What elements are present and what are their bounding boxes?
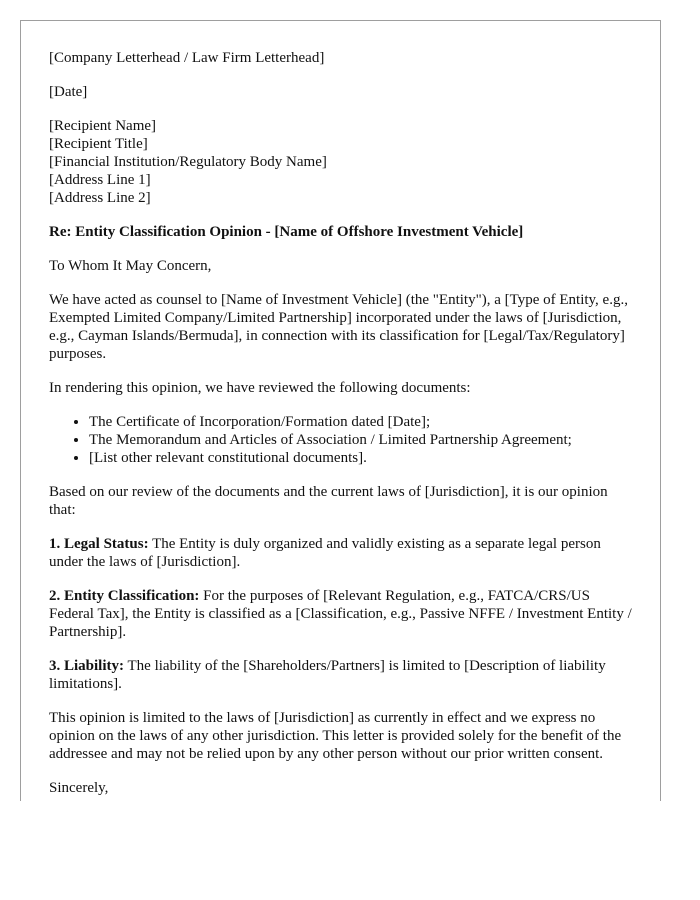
opinion-item-liability [49, 657, 637, 693]
letter-date: [Date] [49, 84, 88, 100]
letterhead: [Company Letterhead / Law Firm Letterhead] [49, 50, 325, 66]
document-item: • The Certificate of Incorporation/Formation dated [Date]; [89, 413, 637, 431]
document-list [49, 413, 637, 467]
review-intro: In rendering this opinion, we have reviewed the following documents: [49, 380, 471, 396]
opinion-label: 3. Liability: [49, 658, 125, 674]
document-item: • The Memorandum and Articles of Association / Limited Partnership Agreement; [89, 431, 637, 449]
opinion-text: For the purposes of [Relevant Regulation, e.g., FATCA/CRS/US Federal Tax], the Entity is classified as a [Classification, e.g., Passive NFFE / Investment Entity / Partnership]. [49, 588, 632, 640]
recipient-name: [Recipient Name] [49, 118, 157, 134]
opinion-text: The Entity is duly organized and validly existing as a separate legal person under the laws of [Jurisdiction]. [49, 536, 601, 570]
recipient-title: [Recipient Title] [49, 136, 148, 152]
salutation: To Whom It May Concern, [49, 258, 212, 274]
recipient-address-line-2: [Address Line 2] [49, 190, 151, 206]
opinion-text: The liability of the [Shareholders/Partners] is limited to [Description of liability limitations]. [49, 658, 606, 692]
opinion-label: 1. Legal Status: [49, 536, 149, 552]
opinion-label: 2. Entity Classification: [49, 588, 200, 604]
recipient-block [49, 117, 637, 207]
letter-content [49, 49, 637, 801]
opinion-intro: Based on our review of the documents and the current laws of [Jurisdiction], it is our opinion that: [49, 484, 608, 518]
document-item: • [List other relevant constitutional documents]. [89, 449, 637, 467]
recipient-institution: [Financial Institution/Regulatory Body Name] [49, 154, 327, 170]
limitation-paragraph: This opinion is limited to the laws of [Jurisdiction] as currently in effect and we express no opinion on the laws of any other jurisdiction. This letter is provided solely for the benefit of the addressee and may not be relied upon by any other person without our prior written consent. [49, 710, 622, 762]
intro-paragraph: We have acted as counsel to [Name of Investment Vehicle] (the "Entity"), a [Type of Entity, e.g., Exempted Limited Company/Limited Partnership] incorporated under the laws of [Jurisdiction, e.g., Cayman Islands/Bermuda], in connection with its classification for [Legal/Tax/Regulatory] purposes. [49, 292, 628, 362]
closing: Sincerely, [49, 780, 109, 796]
opinion-item-legal-status [49, 535, 637, 571]
opinion-item-entity-classification [49, 587, 637, 641]
subject-line: Re: Entity Classification Opinion - [Name of Offshore Investment Vehicle] [49, 224, 524, 240]
recipient-address-line-1: [Address Line 1] [49, 172, 151, 188]
letter-page [20, 20, 661, 801]
